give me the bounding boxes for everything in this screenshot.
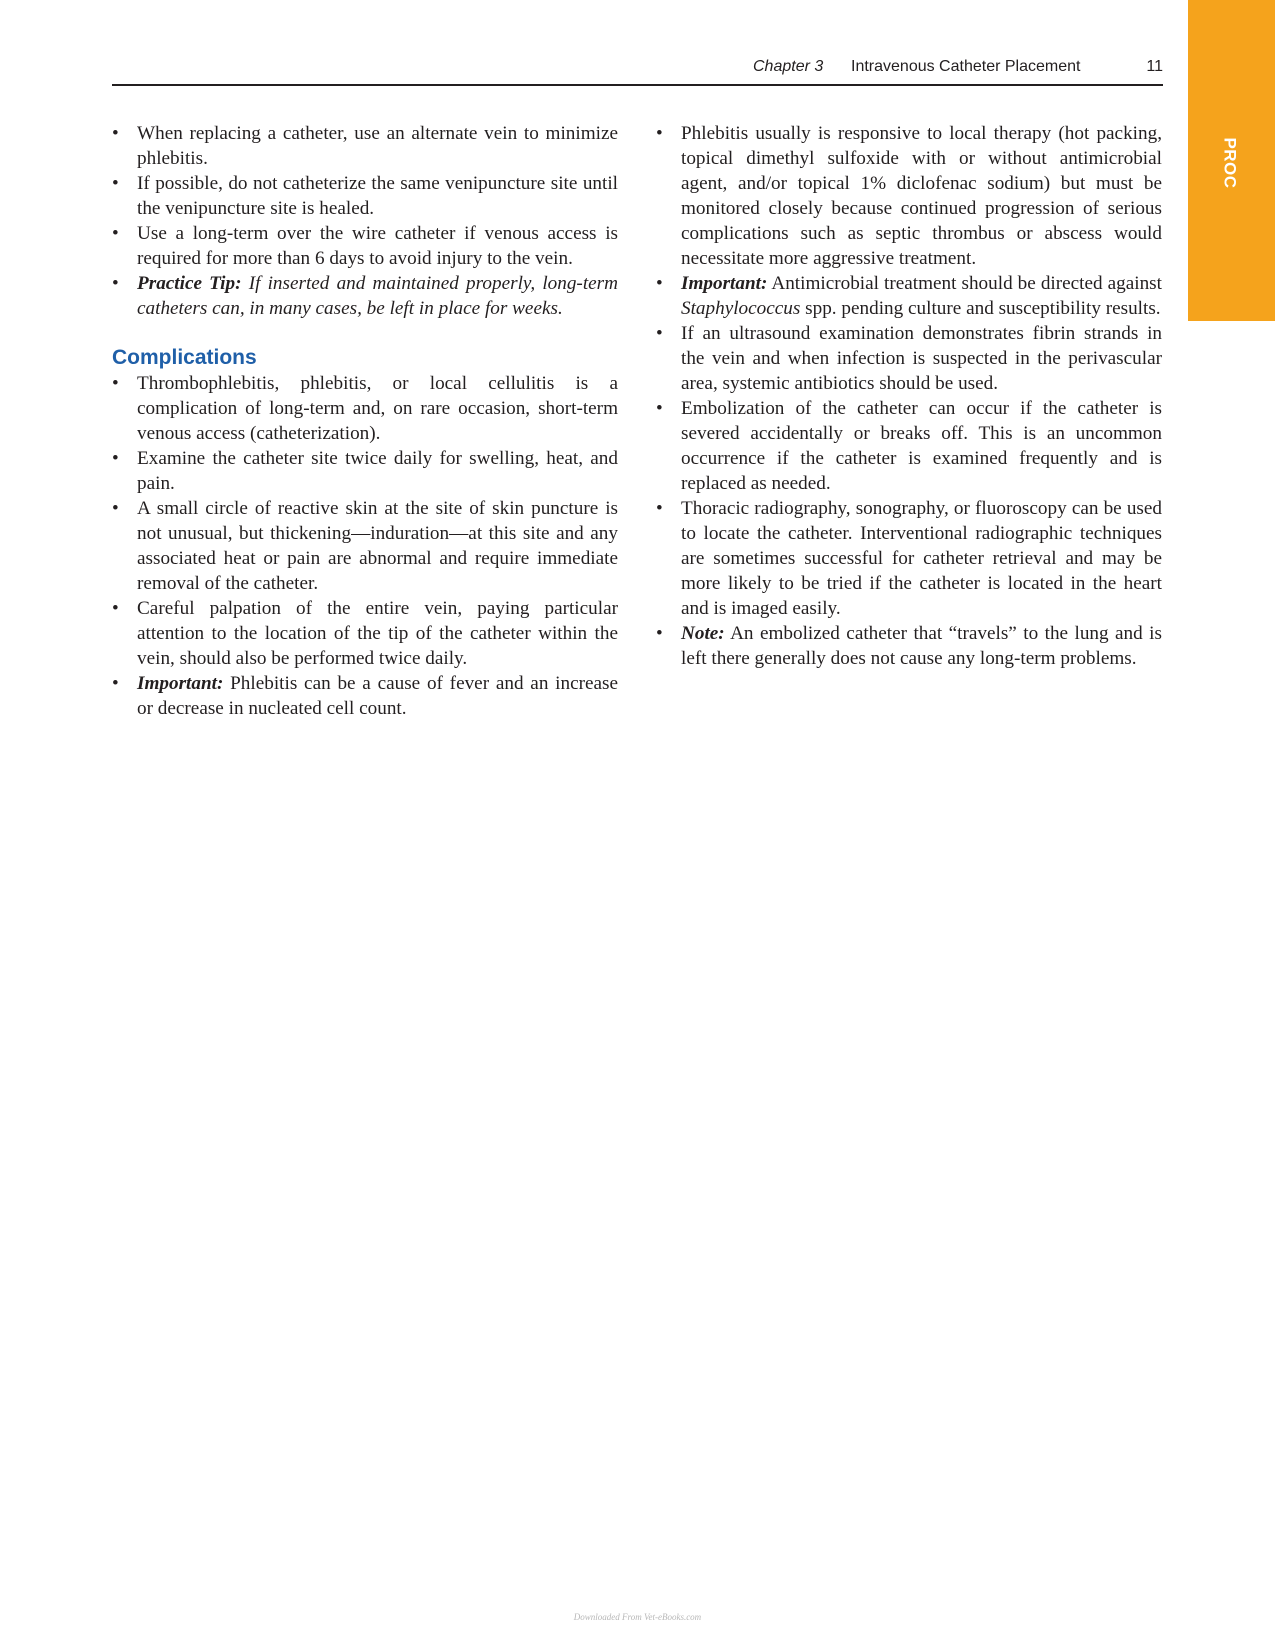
important-lead: Important: (137, 673, 224, 694)
running-header (112, 56, 1163, 86)
page-number: 11 (1146, 58, 1163, 75)
list-item (656, 396, 1162, 496)
list-item-text: Careful palpation of the entire vein, paying particular attention to the location of the tip of the catheter within the vein, should also be performed twice daily. (137, 598, 618, 669)
list-item-text: Antimicrobial treatment should be directed against (771, 273, 1162, 294)
list-item-text: Thoracic radiography, sonography, or fluoroscopy can be used to locate the catheter. Interventional radiographic techniques are sometimes successful for catheter retrieval and may be more likely to be tried if the catheter is located in the heart and is imaged easily. (681, 498, 1162, 619)
chapter-title: Intravenous Catheter Placement (851, 58, 1081, 75)
list-item-text: Phlebitis usually is responsive to local therapy (hot packing, topical dimethyl sulfoxide with or without antimicrobial agent, and/or topical 1% diclofenac sodium) but must be monitored closely because continued progression of serious complications such as septic thrombus or abscess would necessitate more aggressive treatment. (681, 123, 1162, 269)
list-item-text: Thrombophlebitis, phlebitis, or local cellulitis is a complication of long-term and, on rare occasion, short-term venous access (catheterization). (137, 373, 618, 444)
list-item-text: When replacing a catheter, use an alternate vein to minimize phlebitis. (137, 123, 618, 169)
list-item (656, 121, 1162, 271)
list-item (112, 446, 618, 496)
list-item-text: Examine the catheter site twice daily for swelling, heat, and pain. (137, 448, 618, 494)
download-watermark: Downloaded From Vet-eBooks.com (573, 1612, 702, 1622)
list-item (656, 321, 1162, 396)
list-item (112, 371, 618, 446)
right-column (656, 121, 1162, 671)
bullet-list (112, 371, 618, 721)
list-item-text: If an ultrasound examination demonstrates fibrin strands in the vein and when infection is suspected in the perivascular area, systemic antibiotics should be used. (681, 323, 1162, 394)
bullet-list (112, 121, 618, 321)
list-item-text: A small circle of reactive skin at the site of skin puncture is not unusual, but thickening—induration—at this site and any associated heat or pain are abnormal and require immediate removal of the catheter. (137, 498, 618, 594)
chapter-label: Chapter 3 (753, 58, 824, 75)
note-lead: Note: (681, 623, 725, 644)
side-tab-label: PROC (1221, 137, 1240, 189)
side-tab-label-wrap (1218, 138, 1242, 188)
section-heading-complications: Complications (112, 346, 257, 369)
list-item-text: If possible, do not catheterize the same venipuncture site until the venipuncture site is healed. (137, 173, 618, 219)
list-item-text: Phlebitis can be a cause of fever and an increase or decrease in nucleated cell count. (137, 673, 619, 719)
practice-tip-lead: Practice Tip: (137, 273, 242, 294)
left-column (112, 121, 618, 721)
list-item (112, 596, 618, 671)
practice-tip-text: If inserted and maintained properly, long-term catheters can, in many cases, be left in place for weeks. (137, 273, 618, 319)
list-item-text: Embolization of the catheter can occur if the catheter is severed accidentally or breaks off. This is an uncommon occurrence if the catheter is examined frequently and is replaced as needed. (681, 398, 1162, 494)
list-item (112, 271, 618, 321)
list-item-text: An embolized catheter that “travels” to the lung and is left there generally does not cause any long-term problems. (681, 623, 1162, 669)
list-item (656, 496, 1162, 621)
list-item (112, 121, 618, 171)
list-item (656, 271, 1162, 321)
list-item-text: spp. pending culture and susceptibility results. (805, 298, 1161, 319)
list-item (112, 171, 618, 221)
organism-name: Staphylococcus (681, 298, 801, 319)
list-item (656, 621, 1162, 671)
bullet-list (656, 121, 1162, 671)
list-item-text: Use a long-term over the wire catheter if venous access is required for more than 6 days to avoid injury to the vein. (137, 223, 618, 269)
list-item (112, 221, 618, 271)
list-item (112, 496, 618, 596)
important-lead: Important: (681, 273, 768, 294)
list-item (112, 671, 618, 721)
section-side-tab (1188, 0, 1275, 321)
